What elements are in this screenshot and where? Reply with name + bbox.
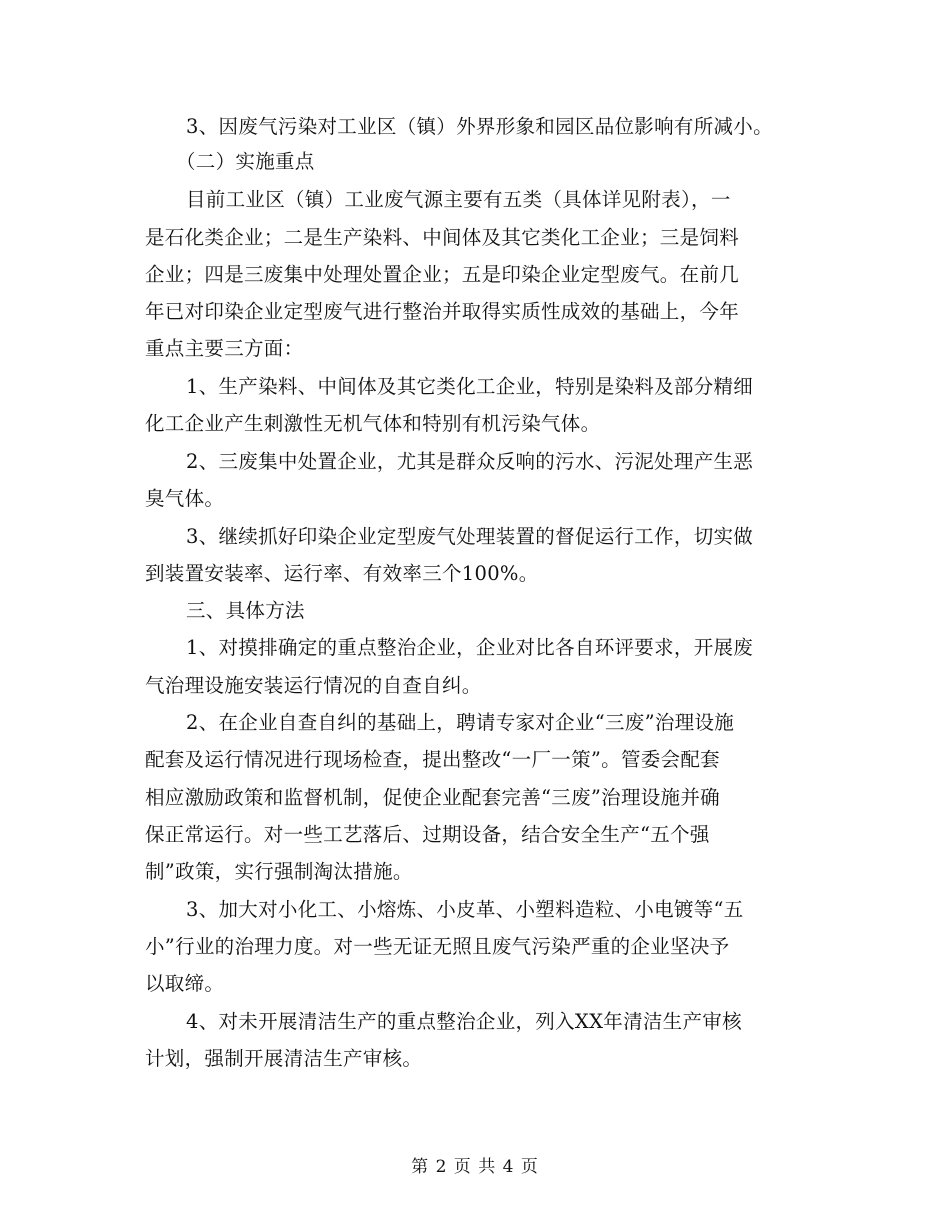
- page-number-footer: 第 2 页 共 4 页: [411, 1157, 539, 1177]
- paragraph-line: 配套及运行情况进行现场检查，提出整改“一厂一策”。管委会配套: [145, 748, 720, 771]
- paragraph-line: 计划，强制开展清洁生产审核。: [145, 1047, 423, 1070]
- paragraph-line: 企业；四是三废集中处理处置企业；五是印染企业定型废气。在前几: [145, 263, 740, 286]
- paragraph-line: 臭气体。: [145, 487, 225, 510]
- paragraph-line: 3、加大对小化工、小熔炼、小皮革、小塑料造粒、小电镀等“五: [186, 898, 744, 921]
- section-heading: 三、具体方法: [186, 599, 305, 622]
- paragraph-line: 1、生产染料、中间体及其它类化工企业，特别是染料及部分精细: [186, 375, 754, 398]
- paragraph-line: 年已对印染企业定型废气进行整治并取得实质性成效的基础上，今年: [145, 300, 740, 323]
- paragraph-line: 2、三废集中处置企业，尤其是群众反响的污水、污泥处理产生恶: [186, 450, 754, 473]
- paragraph-line: 制”政策，实行强制淘汰措施。: [145, 860, 413, 883]
- paragraph-line: 小”行业的治理力度。对一些无证无照且废气污染严重的企业坚决予: [145, 935, 730, 958]
- paragraph-line: 到装置安装率、运行率、有效率三个100%。: [145, 562, 539, 585]
- paragraph-line: 3、因废气污染对工业区（镇）外界形象和园区品位影响有所减小。: [186, 115, 773, 138]
- paragraph-line: 以取缔。: [145, 972, 225, 995]
- section-heading: （二）实施重点: [176, 150, 315, 173]
- paragraph-line: 3、继续抓好印染企业定型废气处理装置的督促运行工作，切实做: [186, 525, 754, 548]
- paragraph-line: 目前工业区（镇）工业废气源主要有五类（具体详见附表），一: [186, 188, 731, 211]
- paragraph-line: 化工企业产生刺激性无机气体和特别有机污染气体。: [145, 412, 601, 435]
- paragraph-line: 气治理设施安装运行情况的自查自纠。: [145, 674, 482, 697]
- paragraph-line: 2、在企业自查自纠的基础上，聘请专家对企业“三废”治理设施: [186, 711, 735, 734]
- paragraph-line: 是石化类企业；二是生产染料、中间体及其它类化工企业；三是饲料: [145, 226, 740, 249]
- paragraph-line: 保正常运行。对一些工艺落后、过期设备，结合安全生产“五个强: [145, 823, 710, 846]
- paragraph-line: 4、对未开展清洁生产的重点整治企业，列入XX年清洁生产审核: [186, 1010, 742, 1033]
- paragraph-line: 1、对摸排确定的重点整治企业，企业对比各自环评要求，开展废: [186, 636, 754, 659]
- paragraph-line: 重点主要三方面：: [145, 337, 304, 360]
- paragraph-line: 相应激励政策和监督机制，促使企业配套完善“三废”治理设施并确: [145, 786, 720, 809]
